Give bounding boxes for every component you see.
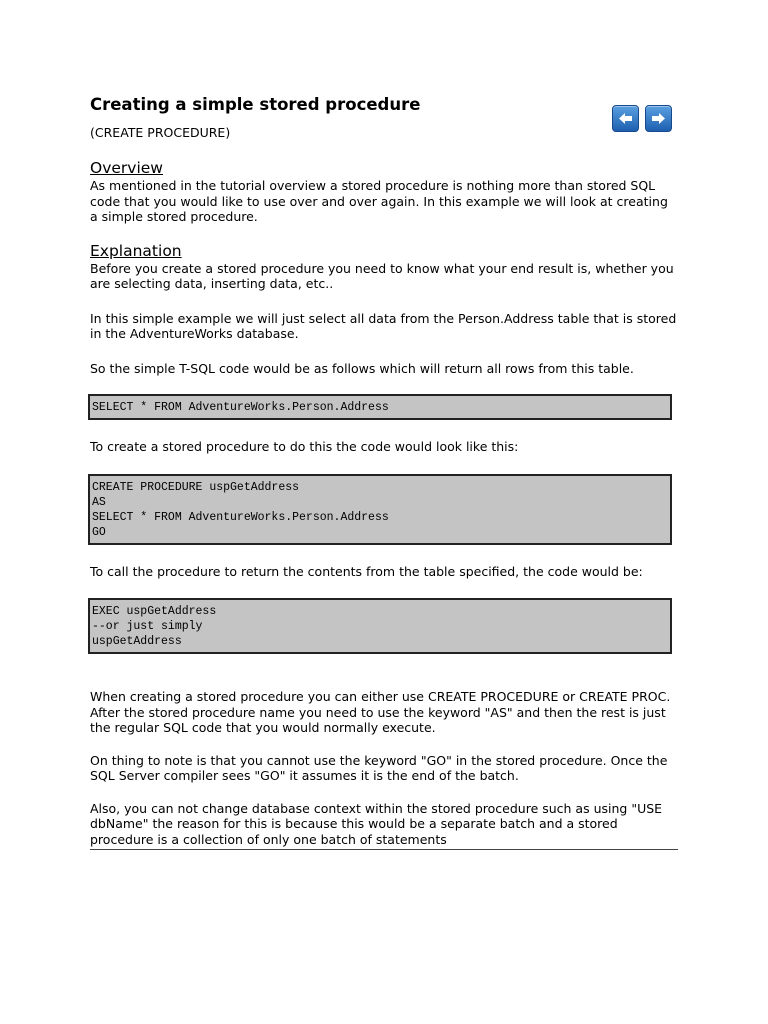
text-before-create-code: To create a stored procedure to do this the code would look like this: (90, 439, 519, 454)
article-content (90, 94, 678, 850)
overview-heading: Overview (90, 159, 163, 177)
code-block-exec: EXEC uspGetAddress --or just simply uspGetAddress (88, 598, 672, 654)
explanation-heading: Explanation (90, 241, 182, 260)
page-subtitle: (CREATE PROCEDURE) (90, 125, 231, 140)
end-divider (90, 849, 678, 850)
explanation-paragraph-3: So the simple T-SQL code would be as follows which will return all rows from this table. (90, 360, 634, 376)
notes-paragraph-3: Also, you can not change database context within the stored procedure such as using "USE dbName" the reason for this is because this would be a separate batch and a stored procedure is a collection of only one batch of statements (90, 800, 663, 847)
notes-paragraph-1: When creating a stored procedure you can either use CREATE PROCEDURE or CREATE PROC. After the stored procedure name you need to use the keyword "AS" and then the rest is just the regular SQL code that you would normally execute. (90, 689, 671, 735)
explanation-paragraph-2: In this simple example we will just select all data from the Person.Address table that is stored in the AdventureWorks database. (90, 310, 677, 341)
overview-text: As mentioned in the tutorial overview a stored procedure is nothing more than stored SQL code that you would like to use over and over again. In this example we will look at creating a simple stored procedure. (90, 178, 668, 224)
code-block-select: SELECT * FROM AdventureWorks.Person.Address (88, 394, 672, 420)
notes-paragraph-2: On thing to note is that you cannot use the keyword "GO" in the stored procedure. Once the SQL Server compiler sees "GO" it assumes it is the end of the batch. (90, 752, 668, 783)
page-title: Creating a simple stored procedure (90, 95, 421, 114)
code-block-create-procedure: CREATE PROCEDURE uspGetAddress AS SELECT * FROM AdventureWorks.Person.Address GO (88, 474, 672, 545)
text-before-exec-code: To call the procedure to return the contents from the table specified, the code would be: (90, 563, 643, 579)
explanation-paragraph-1: Before you create a stored procedure you need to know what your end result is, whether you are selecting data, inserting data, etc.. (90, 260, 674, 291)
